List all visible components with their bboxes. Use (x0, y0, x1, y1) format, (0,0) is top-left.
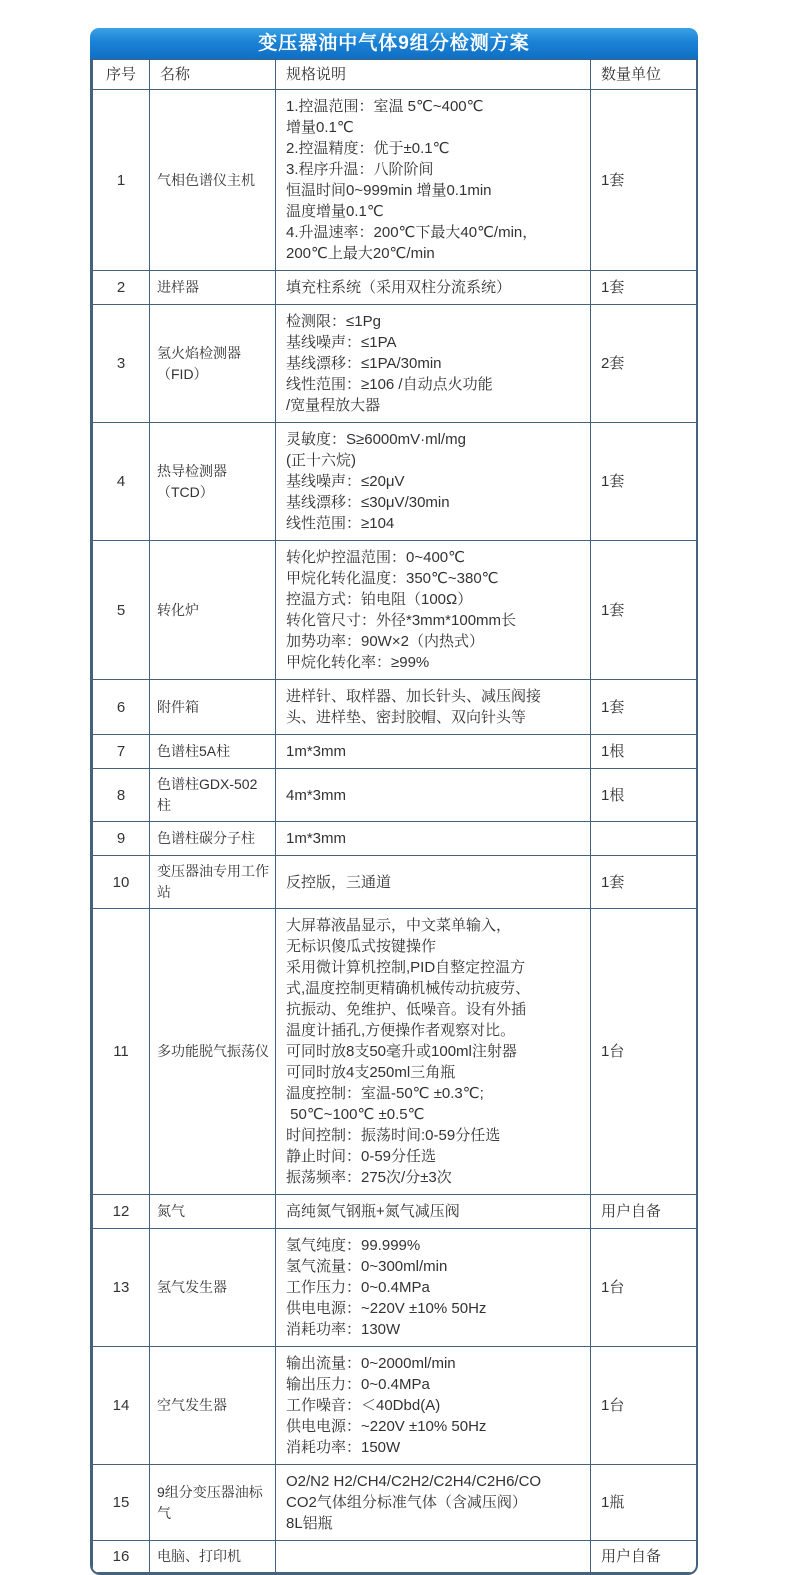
quantity-cell: 1套 (591, 856, 699, 909)
col-header-no: 序号 (93, 60, 150, 90)
spec-line: 采用微计算机控制,PID自整定控温方 (286, 959, 526, 976)
spec-line: 4m*3mm (286, 786, 347, 804)
row-number-cell: 15 (93, 1465, 150, 1541)
table-row (93, 90, 699, 271)
item-name-cell: 附件箱 (150, 680, 276, 735)
spec-line: 氢气纯度：99.999% (286, 1237, 421, 1254)
spec-cell (276, 769, 591, 822)
spec-line: 氢气流量：0~300ml/min (286, 1258, 448, 1275)
row-number-cell: 3 (93, 305, 150, 423)
col-header-spec: 规格说明 (276, 60, 591, 90)
table-header-row (93, 60, 699, 90)
table-row (93, 909, 699, 1195)
spec-line: 1.控温范围：室温 5℃~400℃ (286, 98, 484, 115)
spec-line: 输出流量：0~2000ml/min (286, 1355, 456, 1372)
table-row (93, 856, 699, 909)
table-row (93, 1465, 699, 1541)
table-row (93, 1347, 699, 1465)
item-name-cell: 转化炉 (150, 541, 276, 680)
item-name-cell: 空气发生器 (150, 1347, 276, 1465)
item-name-cell: 电脑、打印机 (150, 1541, 276, 1573)
spec-line: 甲烷化转化率：≥99% (286, 654, 430, 671)
spec-line: 消耗功率：130W (286, 1321, 401, 1338)
item-name-cell: 9组分变压器油标气 (150, 1465, 276, 1541)
spec-cell (276, 680, 591, 735)
row-number-cell: 14 (93, 1347, 150, 1465)
quantity-cell: 1套 (591, 271, 699, 305)
page-title: 变压器油中气体9组分检测方案 (90, 28, 698, 59)
spec-cell (276, 1195, 591, 1229)
spec-line: 甲烷化转化温度：350℃~380℃ (286, 570, 499, 587)
item-name-cell: 气相色谱仪主机 (150, 90, 276, 271)
item-name-cell: 色谱柱碳分子柱 (150, 822, 276, 856)
spec-line: 填充柱系统（采用双柱分流系统） (286, 279, 512, 296)
spec-line: 转化炉控温范围：0~400℃ (286, 549, 465, 566)
spec-cell (276, 822, 591, 856)
spec-line: 2.控温精度：优于±0.1℃ (286, 140, 450, 157)
spec-line: 工作噪音：＜40Dbd(A) (286, 1397, 441, 1414)
row-number-cell: 2 (93, 271, 150, 305)
table-row (93, 423, 699, 541)
spec-line: 进样针、取样器、加长针头、减压阀接 (286, 688, 542, 705)
spec-cell (276, 1541, 591, 1573)
table-row (93, 1541, 699, 1573)
spec-line: 反控版，三通道 (286, 873, 392, 891)
spec-line: 恒温时间0~999min 增量0.1min (286, 182, 492, 199)
row-number-cell: 12 (93, 1195, 150, 1229)
table-row (93, 1195, 699, 1229)
spec-line: 检测限：≤1Pg (286, 313, 381, 330)
spec-line: 灵敏度：S≥6000mV·ml/mg (286, 431, 466, 448)
spec-line: 线性范围：≥106 /自动点火功能 (286, 376, 493, 393)
spec-line: 温度增量0.1℃ (286, 203, 384, 220)
spec-line: 基线噪声：≤20μV (286, 473, 405, 490)
spec-line: 1m*3mm (286, 830, 347, 847)
quantity-cell: 1套 (591, 90, 699, 271)
spec-cell (276, 1465, 591, 1541)
spec-line: 基线漂移：≤1PA/30min (286, 355, 442, 372)
item-name-cell: 色谱柱5A柱 (150, 735, 276, 769)
spec-line: 控温方式：铂电阻（100Ω） (286, 591, 473, 608)
spec-line: 增量0.1℃ (286, 119, 354, 136)
row-number-cell: 16 (93, 1541, 150, 1573)
spec-line: 式,温度控制更精确机械传动抗疲劳、 (286, 980, 531, 997)
table-row (93, 769, 699, 822)
spec-line: 线性范围：≥104 (286, 515, 395, 532)
row-number-cell: 5 (93, 541, 150, 680)
table-wrapper (90, 59, 698, 1575)
spec-line: /宽量程放大器 (286, 397, 381, 414)
spec-line: 4.升温速率：200℃下最大40℃/min， (286, 224, 538, 241)
spec-line: 高纯氮气钢瓶+氮气减压阀 (286, 1203, 460, 1220)
table-row (93, 1229, 699, 1347)
col-header-name: 名称 (150, 60, 276, 90)
table-row (93, 822, 699, 856)
spec-line: 基线漂移：≤30μV/30min (286, 494, 450, 511)
spec-line: 振荡频率：275次/分±3次 (286, 1169, 452, 1186)
spec-line: 50℃~100℃ ±0.5℃ (286, 1106, 425, 1123)
spec-line: 消耗功率：150W (286, 1439, 401, 1456)
spec-line: 供电电源：~220V ±10% 50Hz (286, 1418, 487, 1435)
quantity-cell: 1根 (591, 735, 699, 769)
row-number-cell: 4 (93, 423, 150, 541)
item-name-cell: 变压器油专用工作站 (150, 856, 276, 909)
quantity-cell: 2套 (591, 305, 699, 423)
row-number-cell: 11 (93, 909, 150, 1195)
item-name-cell: 进样器 (150, 271, 276, 305)
spec-cell (276, 271, 591, 305)
spec-line: (正十六烷) (286, 452, 356, 469)
spec-cell (276, 541, 591, 680)
item-name-cell: 氢火焰检测器（FID） (150, 305, 276, 423)
row-number-cell: 6 (93, 680, 150, 735)
spec-table (92, 59, 698, 1573)
row-number-cell: 10 (93, 856, 150, 909)
spec-line: 温度计插孔,方便操作者观察对比。 (286, 1022, 516, 1039)
spec-line: 1m*3mm (286, 743, 347, 760)
item-name-cell: 热导检测器（TCD） (150, 423, 276, 541)
quantity-cell: 用户自备 (591, 1195, 699, 1229)
spec-cell (276, 423, 591, 541)
quantity-cell: 1台 (591, 909, 699, 1195)
table-row (93, 735, 699, 769)
row-number-cell: 1 (93, 90, 150, 271)
detection-plan-card (90, 28, 698, 1575)
spec-line: 时间控制：振荡时间:0-59分任选 (286, 1127, 501, 1144)
spec-cell (276, 90, 591, 271)
quantity-cell: 1套 (591, 541, 699, 680)
table-row (93, 305, 699, 423)
item-name-cell: 多功能脱气振荡仪 (150, 909, 276, 1195)
spec-cell (276, 856, 591, 909)
row-number-cell: 8 (93, 769, 150, 822)
spec-cell (276, 1229, 591, 1347)
quantity-cell: 1套 (591, 680, 699, 735)
quantity-cell: 1根 (591, 769, 699, 822)
spec-line: 头、进样垫、密封胶帽、双向针头等 (286, 709, 527, 726)
col-header-qty: 数量单位 (591, 60, 699, 90)
table-body (93, 90, 699, 1573)
spec-line: 无标识傻瓜式按键操作 (286, 938, 437, 955)
spec-line: 200℃上最大20℃/min (286, 245, 435, 262)
spec-line: 静止时间：0-59分任选 (286, 1148, 437, 1165)
spec-line: 加势功率：90W×2（内热式） (286, 633, 484, 650)
spec-line: 基线噪声：≤1PA (286, 334, 397, 351)
spec-line: 供电电源：~220V ±10% 50Hz (286, 1300, 487, 1317)
spec-cell (276, 1347, 591, 1465)
row-number-cell: 7 (93, 735, 150, 769)
quantity-cell: 1瓶 (591, 1465, 699, 1541)
spec-line: 8L铝瓶 (286, 1515, 333, 1532)
item-name-cell: 氮气 (150, 1195, 276, 1229)
row-number-cell: 9 (93, 822, 150, 856)
quantity-cell: 1台 (591, 1229, 699, 1347)
table-row (93, 541, 699, 680)
spec-line: 抗振动、免维护、低噪音。设有外插 (286, 1001, 527, 1018)
item-name-cell: 氢气发生器 (150, 1229, 276, 1347)
spec-cell (276, 909, 591, 1195)
quantity-cell (591, 822, 699, 856)
table-row (93, 680, 699, 735)
item-name-cell: 色谱柱GDX-502柱 (150, 769, 276, 822)
spec-line: 工作压力：0~0.4MPa (286, 1279, 430, 1296)
spec-line: 温度控制：室温-50℃ ±0.3℃; (286, 1085, 484, 1102)
spec-line: 可同时放8支50毫升或100ml注射器 (286, 1043, 517, 1060)
spec-line: 转化管尺寸：外径*3mm*100mm长 (286, 612, 517, 629)
spec-cell (276, 735, 591, 769)
table-row (93, 271, 699, 305)
spec-line: O2/N2 H2/CH4/C2H2/C2H4/C2H6/CO (286, 1473, 542, 1490)
quantity-cell: 用户自备 (591, 1541, 699, 1573)
spec-line: 大屏幕液晶显示，中文菜单输入， (286, 917, 512, 934)
spec-cell (276, 305, 591, 423)
spec-line: 输出压力：0~0.4MPa (286, 1376, 430, 1393)
row-number-cell: 13 (93, 1229, 150, 1347)
spec-line: CO2气体组分标准气体（含减压阀） (286, 1494, 527, 1511)
spec-line: 3.程序升温：八阶阶间 (286, 161, 434, 178)
spec-line: 可同时放4支250ml三角瓶 (286, 1064, 456, 1081)
quantity-cell: 1套 (591, 423, 699, 541)
quantity-cell: 1台 (591, 1347, 699, 1465)
